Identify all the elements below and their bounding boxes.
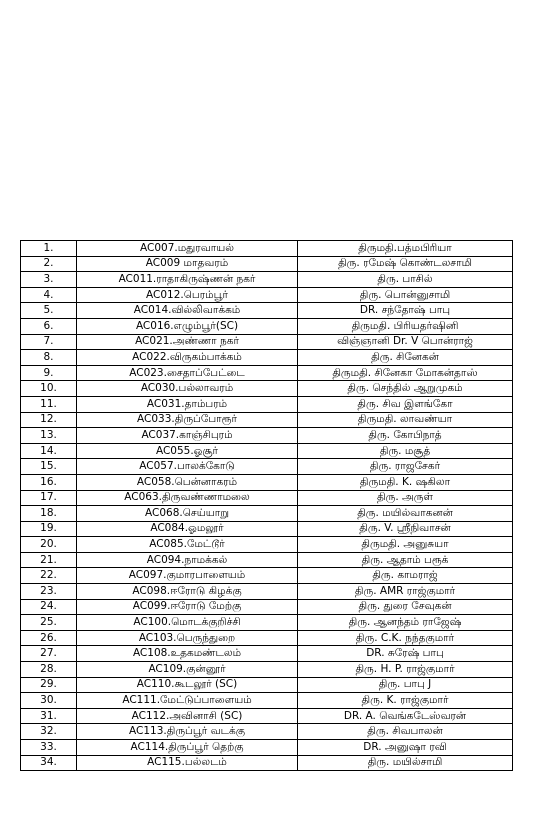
table-row [21,521,513,537]
serial-number-cell: 20. [21,537,77,553]
candidate-name-cell: விஞ்ஞானி Dr. V பொன்ராஜ் [298,334,513,350]
constituency-cell: AC021.அண்ணா நகர் [77,334,298,350]
serial-number-cell: 30. [21,693,77,709]
constituency-cell: AC109.குன்னூர் [77,662,298,678]
constituency-cell: AC055.ஓசூர் [77,443,298,459]
candidate-name-cell: திரு. மயில்சாமி [298,755,513,771]
table-row [21,584,513,600]
candidate-name-cell: திருமதி. அனுசுயா [298,537,513,553]
table-row [21,272,513,288]
candidate-name-cell: திருமதி. பிரியதர்ஷினி [298,318,513,334]
candidate-name-cell: திரு. ஆனந்தம் ராஜேஷ் [298,615,513,631]
table-row [21,303,513,319]
constituency-cell: AC016.எழும்பூர்(SC) [77,318,298,334]
serial-number-cell: 19. [21,521,77,537]
table-row [21,552,513,568]
candidate-name-cell: திரு. துரை சேவுகன் [298,599,513,615]
table-row [21,506,513,522]
table-row [21,708,513,724]
constituency-cell: AC097.குமாரபாளையம் [77,568,298,584]
serial-number-cell: 3. [21,272,77,288]
serial-number-cell: 21. [21,552,77,568]
candidate-list-table [20,240,513,771]
candidate-name-cell: திரு. V. ஸ்ரீநிவாசன் [298,521,513,537]
serial-number-cell: 32. [21,724,77,740]
serial-number-cell: 7. [21,334,77,350]
table-row [21,662,513,678]
constituency-cell: AC037.காஞ்சிபுரம் [77,428,298,444]
candidate-name-cell: திரு. சினேகன் [298,350,513,366]
table-row [21,287,513,303]
constituency-cell: AC084.ஓமலூர் [77,521,298,537]
serial-number-cell: 1. [21,241,77,257]
table-row [21,443,513,459]
candidate-name-cell: திரு. ஆதாம் பரூக் [298,552,513,568]
constituency-cell: AC011.ராதாகிருஷ்ணன் நகர் [77,272,298,288]
table-row [21,474,513,490]
serial-number-cell: 27. [21,646,77,662]
serial-number-cell: 2. [21,256,77,272]
constituency-cell: AC007.மதுரவாயல் [77,241,298,257]
table-row [21,740,513,756]
constituency-cell: AC009 மாதவரம் [77,256,298,272]
table-row [21,334,513,350]
table-row [21,350,513,366]
constituency-cell: AC022.விருகம்பாக்கம் [77,350,298,366]
table-row [21,241,513,257]
serial-number-cell: 13. [21,428,77,444]
serial-number-cell: 28. [21,662,77,678]
candidate-name-cell: திருமதி. K. ஷகிலா [298,474,513,490]
table-row [21,412,513,428]
candidate-name-cell: திரு. காமராஜ் [298,568,513,584]
serial-number-cell: 6. [21,318,77,334]
serial-number-cell: 16. [21,474,77,490]
constituency-cell: AC031.தாம்பரம் [77,396,298,412]
constituency-cell: AC063.திருவண்ணாமலை [77,490,298,506]
serial-number-cell: 33. [21,740,77,756]
table-row [21,490,513,506]
candidate-name-cell: திருமதி. சினேகா மோகன்தாஸ் [298,365,513,381]
constituency-cell: AC110.கூடலூர் (SC) [77,677,298,693]
table-row [21,568,513,584]
constituency-cell: AC023.சைதாப்பேட்டை [77,365,298,381]
candidate-name-cell: DR. சுரேஷ் பாபு [298,646,513,662]
table-row [21,630,513,646]
candidate-list-body [21,241,513,771]
constituency-cell: AC100.மொடக்குறிச்சி [77,615,298,631]
table-row [21,677,513,693]
candidate-name-cell: திரு. K. ராஜ்குமார் [298,693,513,709]
constituency-cell: AC058.பென்னாகரம் [77,474,298,490]
serial-number-cell: 10. [21,381,77,397]
candidate-name-cell: திரு. ராஜசேகர் [298,459,513,475]
serial-number-cell: 22. [21,568,77,584]
serial-number-cell: 34. [21,755,77,771]
candidate-name-cell: திரு. பாசில் [298,272,513,288]
table-row [21,537,513,553]
candidate-name-cell: திருமதி. லாவண்யா [298,412,513,428]
candidate-name-cell: திருமதி.பத்மபிரியா [298,241,513,257]
candidate-name-cell: DR. A. வெங்கடேஸ்வரன் [298,708,513,724]
constituency-cell: AC111.மேட்டுப்பாளையம் [77,693,298,709]
constituency-cell: AC108.உதகமண்டலம் [77,646,298,662]
constituency-cell: AC057.பாலக்கோடு [77,459,298,475]
table-row [21,724,513,740]
table-row [21,365,513,381]
table-row [21,396,513,412]
serial-number-cell: 11. [21,396,77,412]
candidate-name-cell: திரு. மசூத் [298,443,513,459]
serial-number-cell: 9. [21,365,77,381]
candidate-name-cell: DR. அனுஷா ரவி [298,740,513,756]
candidate-name-cell: திரு. கோபிநாத் [298,428,513,444]
table-row [21,318,513,334]
candidate-name-cell: திரு. ரமேஷ் கொண்டலசாமி [298,256,513,272]
table-row [21,599,513,615]
table-row [21,693,513,709]
constituency-cell: AC114.திருப்பூர் தெற்கு [77,740,298,756]
constituency-cell: AC030.பல்லாவரம் [77,381,298,397]
constituency-cell: AC012.பெரம்பூர் [77,287,298,303]
candidate-name-cell: திரு. சிவ இளங்கோ [298,396,513,412]
table-row [21,755,513,771]
candidate-name-cell: திரு. மயில்வாகனன் [298,506,513,522]
serial-number-cell: 14. [21,443,77,459]
table-row [21,459,513,475]
constituency-cell: AC014.வில்லிவாக்கம் [77,303,298,319]
constituency-cell: AC094.நாமக்கல் [77,552,298,568]
serial-number-cell: 17. [21,490,77,506]
constituency-cell: AC033.திருப்போரூர் [77,412,298,428]
candidate-name-cell: DR. சந்தோஷ் பாபு [298,303,513,319]
candidate-name-cell: திரு. செந்தில் ஆறுமுகம் [298,381,513,397]
serial-number-cell: 31. [21,708,77,724]
candidate-name-cell: திரு. C.K. நந்தகுமார் [298,630,513,646]
serial-number-cell: 15. [21,459,77,475]
candidate-name-cell: திரு. பொன்னுசாமி [298,287,513,303]
serial-number-cell: 29. [21,677,77,693]
table-row [21,256,513,272]
serial-number-cell: 23. [21,584,77,600]
candidate-name-cell: திரு. AMR ராஜ்குமார் [298,584,513,600]
table-row [21,428,513,444]
serial-number-cell: 12. [21,412,77,428]
candidate-name-cell: திரு. பாபு J [298,677,513,693]
constituency-cell: AC103.பெருந்துறை [77,630,298,646]
constituency-cell: AC098.ஈரோடு கிழக்கு [77,584,298,600]
constituency-cell: AC068.செய்யாறு [77,506,298,522]
serial-number-cell: 24. [21,599,77,615]
table-row [21,615,513,631]
candidate-name-cell: திரு. சிவபாலன் [298,724,513,740]
serial-number-cell: 8. [21,350,77,366]
constituency-cell: AC099.ஈரோடு மேற்கு [77,599,298,615]
serial-number-cell: 18. [21,506,77,522]
candidate-name-cell: திரு. அருள் [298,490,513,506]
constituency-cell: AC112.அவினாசி (SC) [77,708,298,724]
table-row [21,646,513,662]
constituency-cell: AC113.திருப்பூர் வடக்கு [77,724,298,740]
serial-number-cell: 4. [21,287,77,303]
table-row [21,381,513,397]
serial-number-cell: 25. [21,615,77,631]
constituency-cell: AC115.பல்லடம் [77,755,298,771]
serial-number-cell: 26. [21,630,77,646]
constituency-cell: AC085.மேட்டூர் [77,537,298,553]
serial-number-cell: 5. [21,303,77,319]
candidate-name-cell: திரு. H. P. ராஜ்குமார் [298,662,513,678]
